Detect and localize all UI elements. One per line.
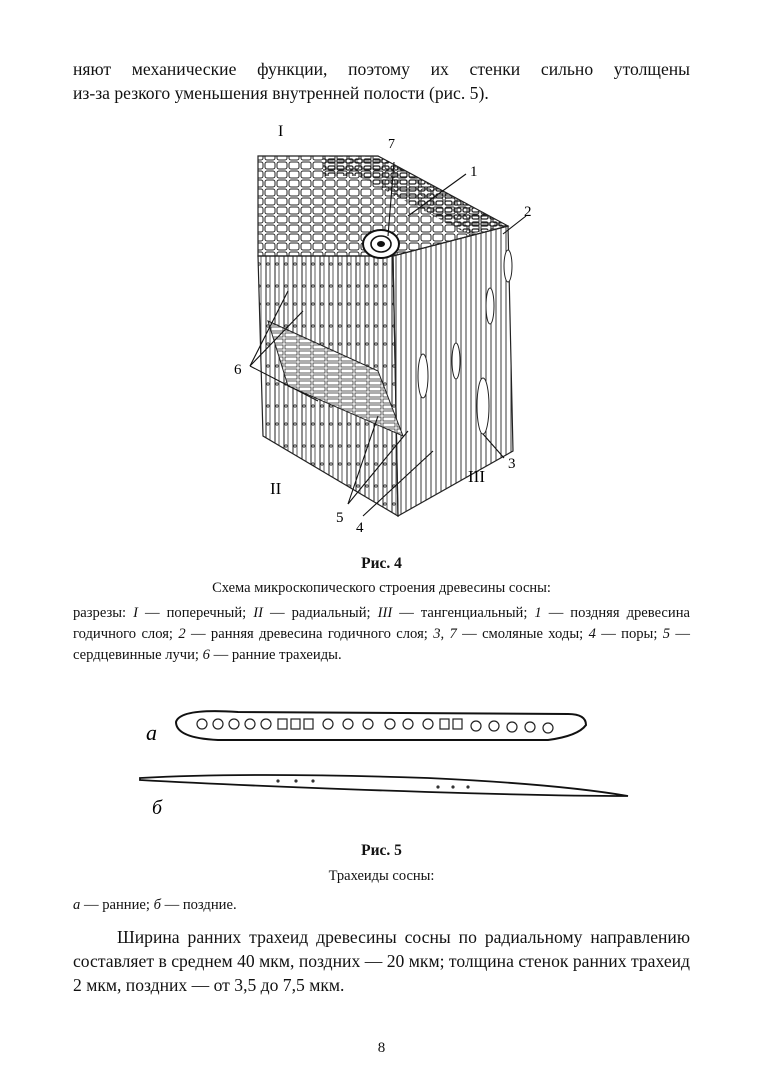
legend-segment: — ранние; [80, 897, 154, 913]
figure-4-legend [73, 603, 690, 666]
legend-segment: 4 [588, 626, 596, 642]
label-7: 7 [388, 137, 395, 152]
figure-5-tracheids-illustration [128, 700, 638, 825]
figure-5-caption: Рис. 5 [361, 842, 402, 859]
intro-line-1: няют механические функции, поэтому их стенки сильно утолщены [73, 59, 690, 79]
legend-segment: 3 [433, 626, 441, 642]
legend-segment: — поперечный; [138, 605, 254, 621]
closing-text: Ширина ранних трахеид древесины сосны по радиальному направлению составляет в среднем 40 мкм, поздних — 20 мкм; толщина стенок ранних трахеид 2 мкм, поздних — от 3,5 до 7,5 мкм. [73, 927, 690, 995]
label-4: 4 [356, 520, 364, 536]
early-tracheid [176, 711, 586, 740]
legend-segment: — тангенциальный; [392, 605, 535, 621]
label-section-II: II [270, 479, 282, 498]
figure-4-title: Схема микроскопического строения древесины сосны: [212, 580, 551, 596]
legend-segment: — ранняя древесина годичного слоя; [185, 626, 434, 642]
legend-segment: III [377, 605, 393, 621]
label-section-I: I [278, 123, 284, 140]
intro-paragraph [73, 57, 690, 105]
legend-segment: 2 [178, 626, 186, 642]
label-6: 6 [234, 362, 242, 378]
legend-segment: , [440, 626, 450, 642]
legend-segment: — радиальный; [262, 605, 378, 621]
label-b: б [152, 797, 163, 819]
legend-segment: — поздние. [160, 897, 237, 913]
figure-4-caption: Рис. 4 [361, 555, 402, 572]
figure-5-title: Трахеиды сосны: [328, 868, 435, 884]
intro-line-2: из-за резкого уменьшения внутренней полости (рис. 5). [73, 83, 489, 103]
legend-segment: б [153, 897, 161, 913]
legend-segment: — сердцевинные лучи; [73, 626, 690, 663]
late-tracheid [140, 775, 628, 796]
legend-segment: I [133, 605, 138, 621]
legend-segment: разрезы: [73, 605, 134, 621]
label-section-III: III [468, 467, 485, 486]
page-number: 8 [377, 1040, 386, 1056]
legend-segment: 7 [449, 626, 457, 642]
label-3: 3 [508, 456, 516, 472]
figure-4-wood-structure-illustration [228, 116, 548, 536]
figure-5-legend [73, 895, 690, 916]
legend-segment: — ранние трахеиды. [209, 647, 342, 663]
label-5: 5 [336, 510, 344, 526]
label-2: 2 [524, 204, 532, 220]
resin-canal-transverse [363, 230, 399, 258]
legend-segment: 6 [202, 647, 210, 663]
label-1: 1 [470, 164, 478, 180]
closing-paragraph [73, 925, 690, 997]
legend-segment: 5 [662, 626, 671, 642]
legend-segment: — поры; [595, 626, 663, 642]
legend-segment: — смоляные ходы; [456, 626, 589, 642]
legend-segment: — поздняя древесина годичного слоя; [73, 605, 691, 642]
legend-segment: II [253, 605, 263, 621]
label-a: а [146, 720, 157, 745]
legend-segment: 1 [534, 605, 542, 621]
legend-segment: а [73, 897, 81, 913]
